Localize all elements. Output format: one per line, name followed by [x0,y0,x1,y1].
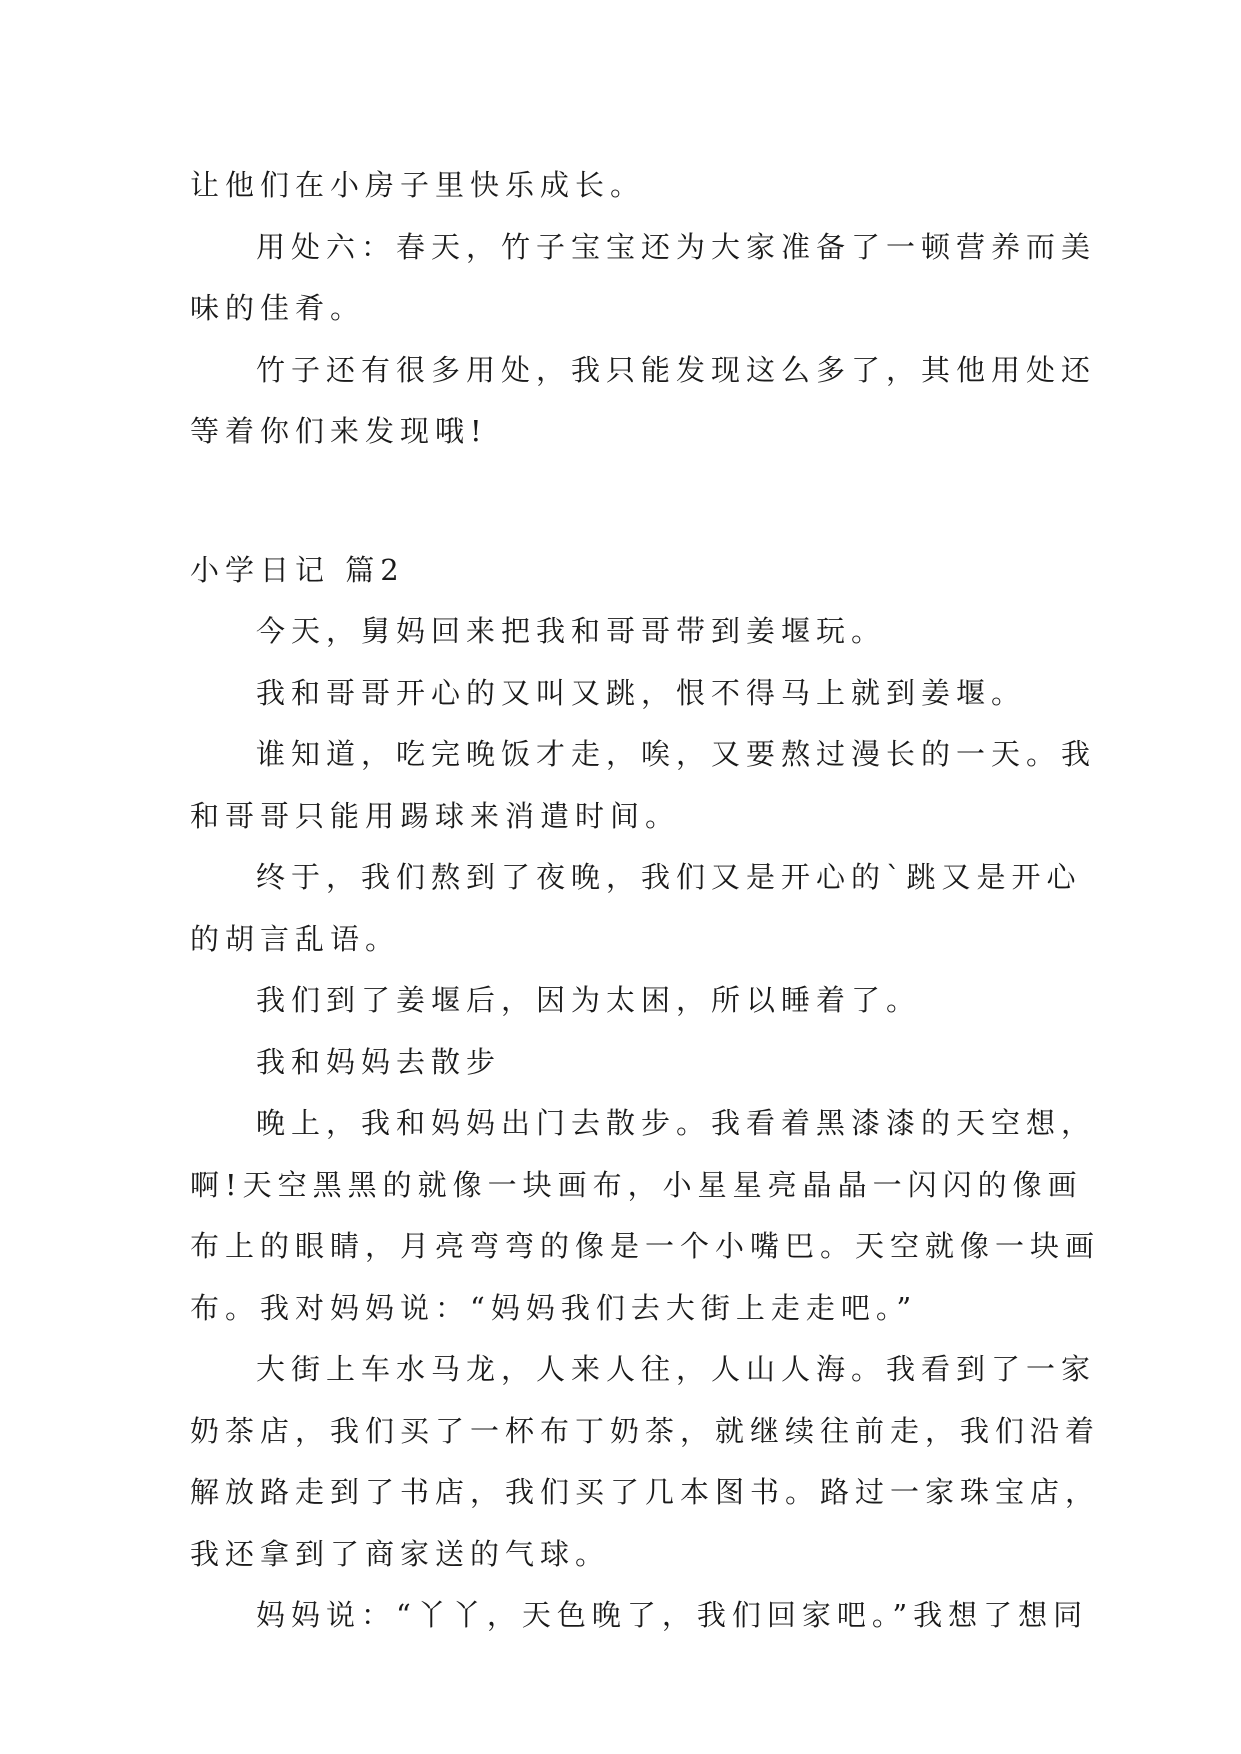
text-line: 终于，我们熬到了夜晚，我们又是开心的`跳又是开心 [256,860,1082,894]
text-line: 我还拿到了商家送的气球。 [190,1536,611,1571]
text-line: 我和哥哥开心的又叫又跳，恨不得马上就到姜堰。 [256,675,1027,710]
text-line: 让他们在小房子里快乐成长。 [190,168,646,202]
text-line: 晚上，我和妈妈出门去散步。我看着黑漆漆的天空想， [256,1106,1097,1140]
text-line: 和哥哥只能用踢球来消遣时间。 [190,798,681,833]
text-line: 谁知道，吃完晚饭才走，唉，又要熬过漫长的一天。我 [256,737,1097,771]
lower-paragraphs [190,601,1101,1647]
document-body [190,155,1101,1647]
upper-paragraphs [190,155,1097,463]
section-gap [190,463,1052,540]
text-line: 大街上车水马龙，人来人往，人山人海。我看到了一家 [256,1352,1097,1386]
text-line: 布。我对妈妈说：“妈妈我们去大街上走走吧。” [190,1290,918,1325]
text-line: 今天，舅妈回来把我和哥哥带到姜堰玩。 [256,614,887,648]
text-line: 用处六：春天，竹子宝宝还为大家准备了一顿营养而美 [256,229,1097,264]
text-line: 竹子还有很多用处，我只能发现这么多了，其他用处还 [256,352,1097,387]
text-line: 我们到了姜堰后，因为太困，所以睡着了。 [256,983,922,1017]
text-line: 我和妈妈去散步 [256,1044,502,1079]
text-line: 等着你们来发现哦! [190,414,488,448]
text-line: 妈妈说：“丫丫，天色晚了，我们回家吧。”我想了想同 [256,1598,1089,1632]
section-title: 小学日记 篇2 [190,552,405,587]
text-line: 布上的眼睛，月亮弯弯的像是一个小嘴巴。天空就像一块画 [190,1229,1101,1263]
text-line: 啊!天空黑黑的就像一块画布，小星星亮晶晶一闪闪的像画 [190,1167,1083,1202]
text-line: 解放路走到了书店，我们买了几本图书。路过一家珠宝店， [190,1475,1101,1509]
text-line: 的胡言乱语。 [190,921,401,956]
text-line: 奶茶店，我们买了一杯布丁奶茶，就继续往前走，我们沿着 [190,1413,1101,1448]
text-line: 味的佳肴。 [190,291,366,325]
